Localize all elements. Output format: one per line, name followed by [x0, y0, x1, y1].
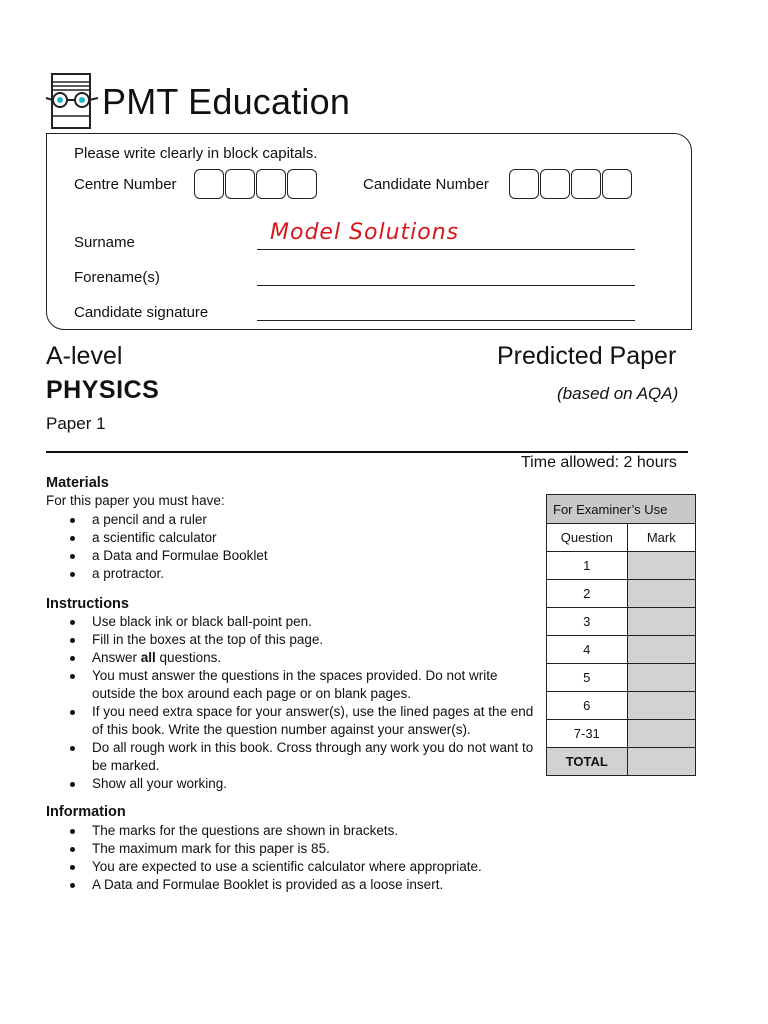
answer-all-text: Answer all questions. — [92, 650, 222, 665]
list-item — [46, 649, 536, 667]
question-number: 7-31 — [547, 720, 628, 748]
brand-title: PMT Education — [102, 81, 351, 122]
question-number: 1 — [547, 552, 628, 580]
candidate-number-digit[interactable] — [540, 169, 570, 199]
examiner-use-heading: For Examiner’s Use — [547, 495, 696, 524]
bullet-icon — [70, 656, 75, 661]
list-item: You are expected to use a scientific calculator where appropriate. — [46, 858, 536, 876]
list-item: A Data and Formulae Booklet is provided as a loose insert. — [46, 876, 536, 894]
materials-intro: For this paper you must have: — [46, 493, 225, 508]
bullet-icon — [70, 620, 75, 625]
list-item: Fill in the boxes at the top of this page. — [46, 631, 536, 649]
bullet-icon — [70, 782, 75, 787]
bullet-icon — [70, 883, 75, 888]
centre-number-label: Centre Number — [74, 176, 177, 193]
bullet-icon — [70, 518, 75, 523]
materials-list — [46, 511, 506, 583]
bullet-icon — [70, 865, 75, 870]
total-mark-cell[interactable] — [627, 748, 695, 776]
block-capitals-instruction: Please write clearly in block capitals. — [74, 145, 318, 162]
table-row — [547, 552, 696, 580]
bullet-icon — [70, 674, 75, 679]
bullet-icon — [70, 536, 75, 541]
instructions-list — [46, 613, 536, 793]
paper-number: Paper 1 — [46, 414, 106, 433]
bullet-icon — [70, 554, 75, 559]
time-allowed: Time allowed: 2 hours — [521, 454, 677, 471]
table-row — [547, 692, 696, 720]
paper-type-title: Predicted Paper — [497, 342, 677, 370]
list-item: Do all rough work in this book. Cross through any work you do not want to be marked. — [46, 739, 536, 775]
candidate-number-label: Candidate Number — [363, 176, 489, 193]
mark-cell[interactable] — [627, 580, 695, 608]
centre-number-digit[interactable] — [225, 169, 255, 199]
mark-cell[interactable] — [627, 692, 695, 720]
book-glasses-icon — [44, 72, 100, 130]
surname-line[interactable] — [257, 249, 635, 250]
mark-column-header: Mark — [627, 524, 695, 552]
list-item: a Data and Formulae Booklet — [46, 547, 506, 565]
question-number: 4 — [547, 636, 628, 664]
divider-rule — [46, 451, 688, 453]
question-column-header: Question — [547, 524, 628, 552]
list-item: Use black ink or black ball-point pen. — [46, 613, 536, 631]
question-number: 3 — [547, 608, 628, 636]
question-number: 2 — [547, 580, 628, 608]
bullet-icon — [70, 710, 75, 715]
forename-line[interactable] — [257, 285, 635, 286]
examiner-use-table — [546, 494, 696, 776]
table-row — [547, 580, 696, 608]
table-row — [547, 664, 696, 692]
table-row — [547, 720, 696, 748]
list-item: Show all your working. — [46, 775, 536, 793]
mark-cell[interactable] — [627, 608, 695, 636]
mark-cell[interactable] — [627, 720, 695, 748]
candidate-number-digit[interactable] — [602, 169, 632, 199]
mark-cell[interactable] — [627, 664, 695, 692]
centre-number-digit[interactable] — [256, 169, 286, 199]
total-label: TOTAL — [547, 748, 628, 776]
bullet-icon — [70, 829, 75, 834]
bullet-icon — [70, 847, 75, 852]
surname-handwritten-value: Model Solutions — [270, 220, 460, 245]
centre-number-boxes[interactable] — [194, 169, 318, 199]
information-heading: Information — [46, 804, 126, 820]
materials-heading: Materials — [46, 475, 109, 491]
list-item: If you need extra space for your answer(s), use the lined pages at the end of this book. Write the question number against your answer(s). — [46, 703, 536, 739]
list-item: a scientific calculator — [46, 529, 506, 547]
candidate-number-digit[interactable] — [571, 169, 601, 199]
based-on-note: (based on AQA) — [557, 384, 679, 403]
list-item: The marks for the questions are shown in brackets. — [46, 822, 536, 840]
candidate-number-digit[interactable] — [509, 169, 539, 199]
mark-cell[interactable] — [627, 636, 695, 664]
bullet-icon — [70, 638, 75, 643]
surname-label: Surname — [74, 234, 135, 251]
centre-number-digit[interactable] — [287, 169, 317, 199]
candidate-details-box — [46, 133, 692, 330]
list-item: a pencil and a ruler — [46, 511, 506, 529]
bullet-icon — [70, 746, 75, 751]
information-list — [46, 822, 536, 894]
signature-line[interactable] — [257, 320, 635, 321]
mark-cell[interactable] — [627, 552, 695, 580]
candidate-number-boxes[interactable] — [509, 169, 633, 199]
forename-label: Forename(s) — [74, 269, 160, 286]
list-item: You must answer the questions in the spaces provided. Do not write outside the box around each page or on blank pages. — [46, 667, 536, 703]
question-number: 6 — [547, 692, 628, 720]
bullet-icon — [70, 572, 75, 577]
centre-number-digit[interactable] — [194, 169, 224, 199]
instructions-heading: Instructions — [46, 596, 129, 612]
subject-title: PHYSICS — [46, 376, 160, 404]
table-row — [547, 636, 696, 664]
table-row — [547, 748, 696, 776]
signature-label: Candidate signature — [74, 304, 209, 321]
list-item: a protractor. — [46, 565, 506, 583]
list-item: The maximum mark for this paper is 85. — [46, 840, 536, 858]
level-title: A-level — [46, 342, 123, 370]
table-row — [547, 608, 696, 636]
question-number: 5 — [547, 664, 628, 692]
